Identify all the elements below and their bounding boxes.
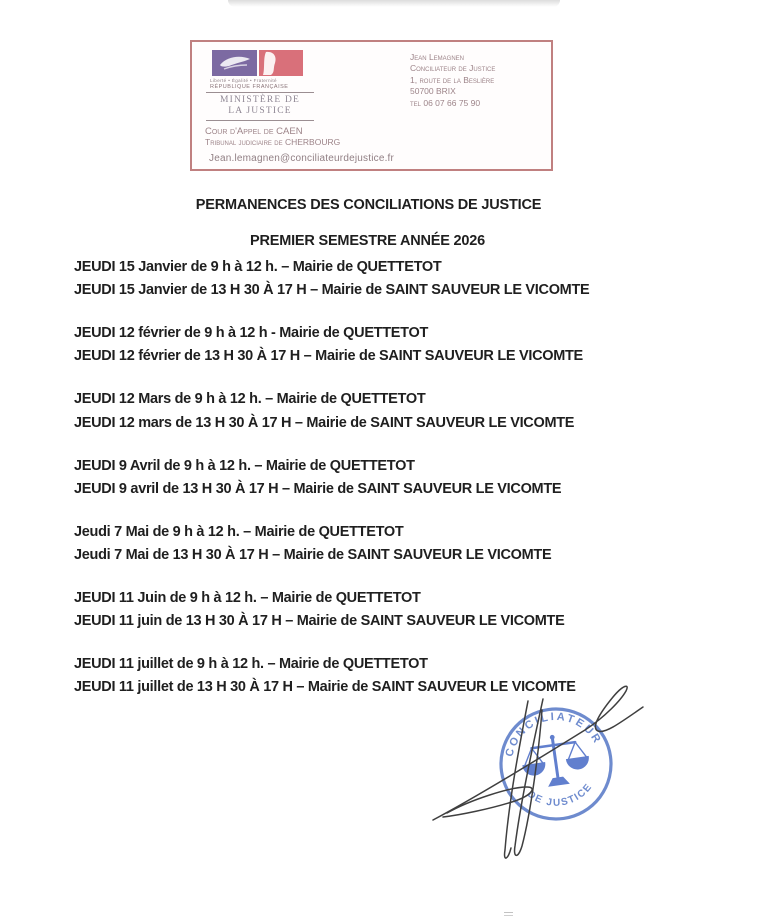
ministry-line2: LA JUSTICE [228,106,292,116]
contact-phone: tel 06 07 66 75 90 [410,97,481,108]
schedule-line: JEUDI 11 juin de 13 H 30 À 17 H – Mairie de SAINT SAUVEUR LE VICOMTE [74,613,565,630]
contact-name: Jean Lemagnen [410,52,465,62]
contact-role: Conciliateur de Justice [410,63,496,74]
scan-shadow [228,0,560,7]
contact-email: Jean.lemagnen@conciliateurdejustice.fr [209,153,395,164]
schedule-pair-may [74,521,734,568]
schedule-pair-march [74,388,734,435]
schedule-line: Jeudi 7 Mai de 9 h à 12 h. – Mairie de QUETTETOT [74,523,404,540]
schedule-line: JEUDI 9 Avril de 9 h à 12 h. – Mairie de QUETTETOT [74,457,415,474]
schedule-list [74,256,734,719]
schedule-pair-june [74,587,734,634]
contact-address-line2: 50700 BRIX [410,86,456,97]
scan-artifact-mark [504,912,513,916]
divider [206,120,314,121]
stamp-and-signature [420,678,670,878]
schedule-line: Jeudi 7 Mai de 13 H 30 À 17 H – Mairie de SAINT SAUVEUR LE VICOMTE [74,547,552,564]
schedule-line: JEUDI 12 février de 13 H 30 À 17 H – Mairie de SAINT SAUVEUR LE VICOMTE [74,348,583,365]
logo-republic-label: RÉPUBLIQUE FRANÇAISE [210,84,289,90]
document-subtitle: PREMIER SEMESTRE ANNÉE 2026 [250,233,485,249]
stamp-arc-bottom-text: DE JUSTICE [525,781,595,809]
schedule-line: JEUDI 12 février de 9 h à 12 h - Mairie de QUETTETOT [74,325,429,342]
contact-address-line1: 1, route de la Beslière [410,74,495,85]
schedule-line: JEUDI 9 avril de 13 H 30 À 17 H – Mairie de SAINT SAUVEUR LE VICOMTE [74,480,562,497]
french-republic-logo-icon [212,50,304,77]
ministry-line1: MINISTÈRE DE [219,95,301,105]
court-line2: Tribunal judiciaire de CHERBOURG [205,137,341,147]
schedule-pair-april [74,455,734,502]
schedule-line: JEUDI 11 juillet de 13 H 30 À 17 H – Mairie de SAINT SAUVEUR LE VICOMTE [74,679,576,696]
schedule-line: JEUDI 12 Mars de 9 h à 12 h. – Mairie de QUETTETOT [74,391,426,408]
court-line1: Cour d'Appel de CAEN [205,126,303,137]
conciliator-stamp-icon [494,702,618,826]
schedule-line: JEUDI 12 mars de 13 H 30 À 17 H – Mairie de SAINT SAUVEUR LE VICOMTE [74,414,575,431]
divider [206,92,314,93]
letterhead-box [190,40,553,171]
schedule-pair-february [74,322,734,369]
schedule-line: JEUDI 15 Janvier de 13 H 30 À 17 H – Mairie de SAINT SAUVEUR LE VICOMTE [74,282,590,299]
conciliator-contact-block [410,52,550,109]
schedule-line: JEUDI 11 juillet de 9 h à 12 h. – Mairie de QUETTETOT [74,656,428,673]
schedule-pair-january [74,256,734,303]
schedule-line: JEUDI 11 Juin de 9 h à 12 h. – Mairie de QUETTETOT [74,589,421,606]
ministry-label [206,95,314,117]
stamp-arc-top-text: CONCILIATEUR [503,710,604,759]
logo-motto: Liberté • Égalité • Fraternité [210,78,277,83]
court-block [205,126,425,148]
document-title: PERMANENCES DES CONCILIATIONS DE JUSTICE [195,197,542,213]
schedule-line: JEUDI 15 Janvier de 9 h à 12 h. – Mairie de QUETTETOT [74,259,442,275]
